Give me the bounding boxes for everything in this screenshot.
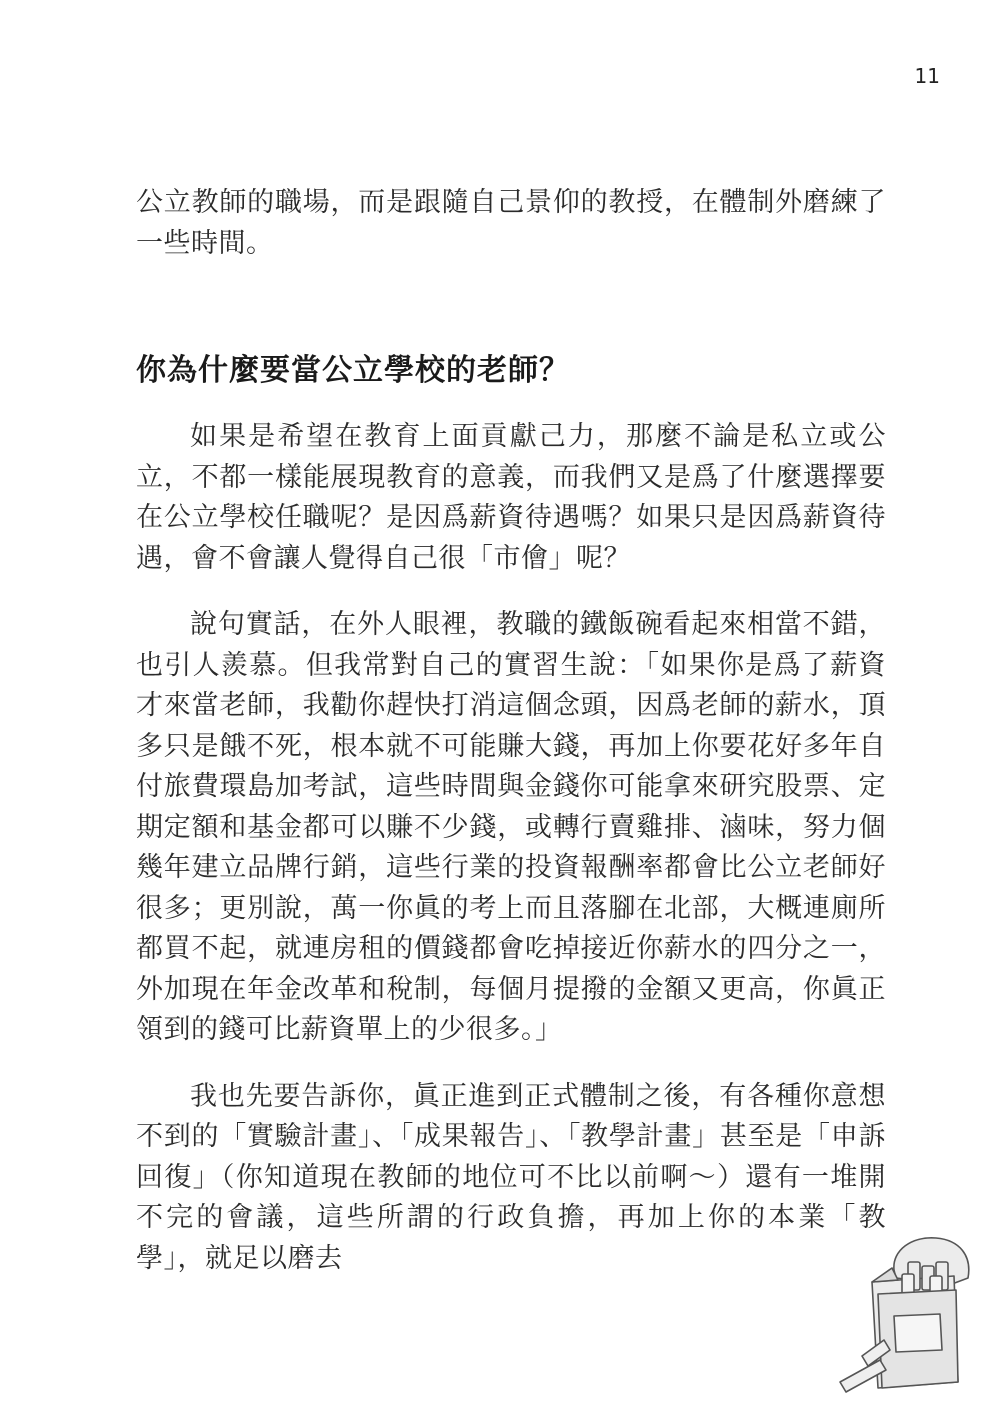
body-text <box>136 417 886 1305</box>
paragraph-1: 如果是希望在教育上面貢獻己力，那麼不論是私立或公立，不都一樣能展現教育的意義，而我們又是爲了什麼選擇要在公立學校任職呢？是因爲薪資待遇嗎？如果只是因爲薪資待遇，會不會讓人覺得自己很「市儈」呢？ <box>136 421 886 574</box>
section-heading: 你為什麼要當公立學校的老師？ <box>136 353 570 388</box>
paragraph-2: 說句實話，在外人眼裡，教職的鐵飯碗看起來相當不錯，也引人羨慕。但我常對自己的實習生說：「如果你是爲了薪資才來當老師，我勸你趕快打消這個念頭，因爲老師的薪水，頂多只是餓不死，根本就不可能賺大錢，再加上你要花好多年自付旅費環島加考試，這些時間與金錢你可能拿來研究股票、定期定額和基金都可以賺不少錢，或轉行賣雞排、滷味，努力個幾年建立品牌行銷，這些行業的投資報酬率都會比公立老師好很多；更別說，萬一你眞的考上而且落腳在北部，大概連廁所都買不起，就連房租的價錢都會吃掉接近你薪水的四分之一，外加現在年金改革和稅制，每個月提撥的金額又更高，你眞正領到的錢可比薪資單上的少很多。」 <box>136 609 886 1045</box>
page-number: 11 <box>914 64 940 88</box>
chalk-box-icon <box>832 1232 980 1404</box>
intro-paragraph-block <box>136 183 886 264</box>
intro-paragraph: 公立教師的職場，而是跟隨自己景仰的教授，在體制外磨練了一些時間。 <box>136 187 886 259</box>
paragraph-3: 我也先要告訴你，眞正進到正式體制之後，有各種你意想不到的「實驗計畫」、「成果報告」、「教學計畫」甚至是「申訴回復」（你知道現在教師的地位可不比以前啊～）還有一堆開不完的會議，這些所謂的行政負擔，再加上你的本業「教學」，就足以磨去 <box>136 1080 886 1274</box>
